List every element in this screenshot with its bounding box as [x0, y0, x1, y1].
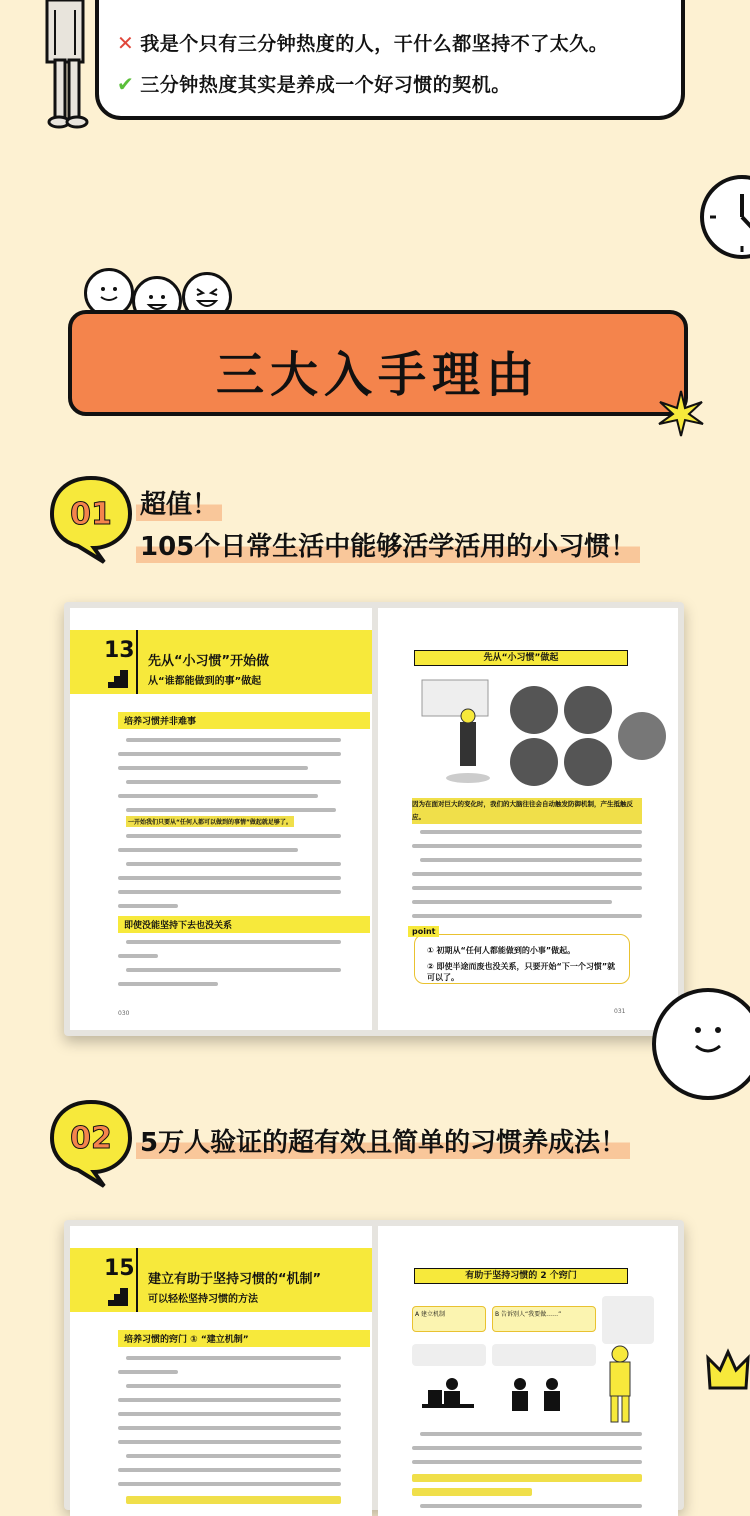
chapter-number: 13 [104, 638, 135, 663]
peeking-face-icon [640, 986, 750, 1106]
chapter-title: 先从“小习惯”开始做 [148, 654, 270, 669]
laptop-person-icon [418, 1376, 478, 1416]
section-heading: 培养习惯并非难事 [118, 712, 370, 729]
page-number-right: 031 [614, 1008, 626, 1015]
talking-people-icon [502, 1376, 572, 1416]
section-heading: 培养习惯的窍门 ① “建立机制” [118, 1330, 370, 1347]
habit-illustration [564, 738, 612, 786]
point-item: ① 初期从“任何人都能做到的小事”做起。 [427, 946, 576, 955]
book1-left-page [70, 608, 372, 1030]
intro-right-line [117, 70, 511, 97]
habit-illustration [510, 686, 558, 734]
reason2-title: 5万人验证的超有效且简单的习惯养成法！ [136, 1122, 630, 1159]
tip-b-card: B 告诉别人“我要做……” [492, 1306, 596, 1332]
sparkle-icon [656, 388, 706, 438]
page-number-left: 030 [118, 1010, 130, 1017]
point-label: point [408, 926, 439, 937]
section-banner [68, 310, 688, 416]
habit-illustration [564, 686, 612, 734]
intro-wrong-text: 我是个只有三分钟热度的人，干什么都坚持不了太久。 [140, 33, 609, 55]
stairs-icon [106, 666, 130, 690]
crown-icon [706, 1348, 750, 1394]
check-icon: ✔ [117, 72, 135, 96]
number-badge-02 [48, 1098, 134, 1178]
section-title: 三大入手理由 [215, 347, 540, 403]
tip-a-card: A 建立机制 [412, 1306, 486, 1332]
badge-02-text: 02 [70, 1121, 112, 1156]
chapter-title: 建立有助于坚持习惯的“机制” [148, 1272, 322, 1287]
intro-wrong-line [117, 29, 608, 56]
stairs-icon [106, 1284, 130, 1308]
chapter-number: 15 [104, 1256, 135, 1281]
habit-illustration [618, 712, 666, 760]
book1-right-page [378, 608, 678, 1030]
reason1-title: 超值！ [136, 484, 222, 521]
point-box [414, 934, 630, 984]
book2-right-page [378, 1226, 678, 1516]
number-badge-01 [48, 474, 134, 554]
book2-left-page [70, 1226, 372, 1516]
right-page-title: 先从“小习惯”做起 [414, 650, 628, 666]
chapter-subtitle: 从“谁都能做到的事”做起 [148, 676, 262, 687]
book-spread-2 [64, 1220, 684, 1510]
habit-illustration [510, 738, 558, 786]
cross-icon: ✕ [117, 31, 135, 55]
clock-icon [694, 172, 750, 262]
right-page-title: 有助于坚持习惯的 2 个窍门 [414, 1268, 628, 1284]
reason1-subtitle: 105个日常生活中能够活学活用的小习惯！ [136, 526, 640, 563]
intro-right-text: 三分钟热度其实是养成一个好习惯的契机。 [140, 74, 511, 96]
point-item: ② 即使半途而废也没关系，只要开始“下一个习惯”就可以了。 [427, 962, 616, 982]
right-highlight-sentence: 因为在面对巨大的变化时，我们的大脑往往会自动触发防御机制，产生抵触反应。 [412, 798, 642, 824]
chapter-subtitle: 可以轻松坚持习惯的方法 [148, 1294, 258, 1305]
intro-speech-card [95, 0, 685, 120]
highlight-sentence: 一开始我们只要从“任何人都可以做到的事情”做起就足够了。 [126, 816, 294, 827]
yellow-person-illustration [600, 1344, 640, 1424]
book-spread-1 [64, 602, 684, 1036]
section-heading: 即使没能坚持下去也没关系 [118, 916, 370, 933]
badge-01-text: 01 [70, 497, 112, 532]
